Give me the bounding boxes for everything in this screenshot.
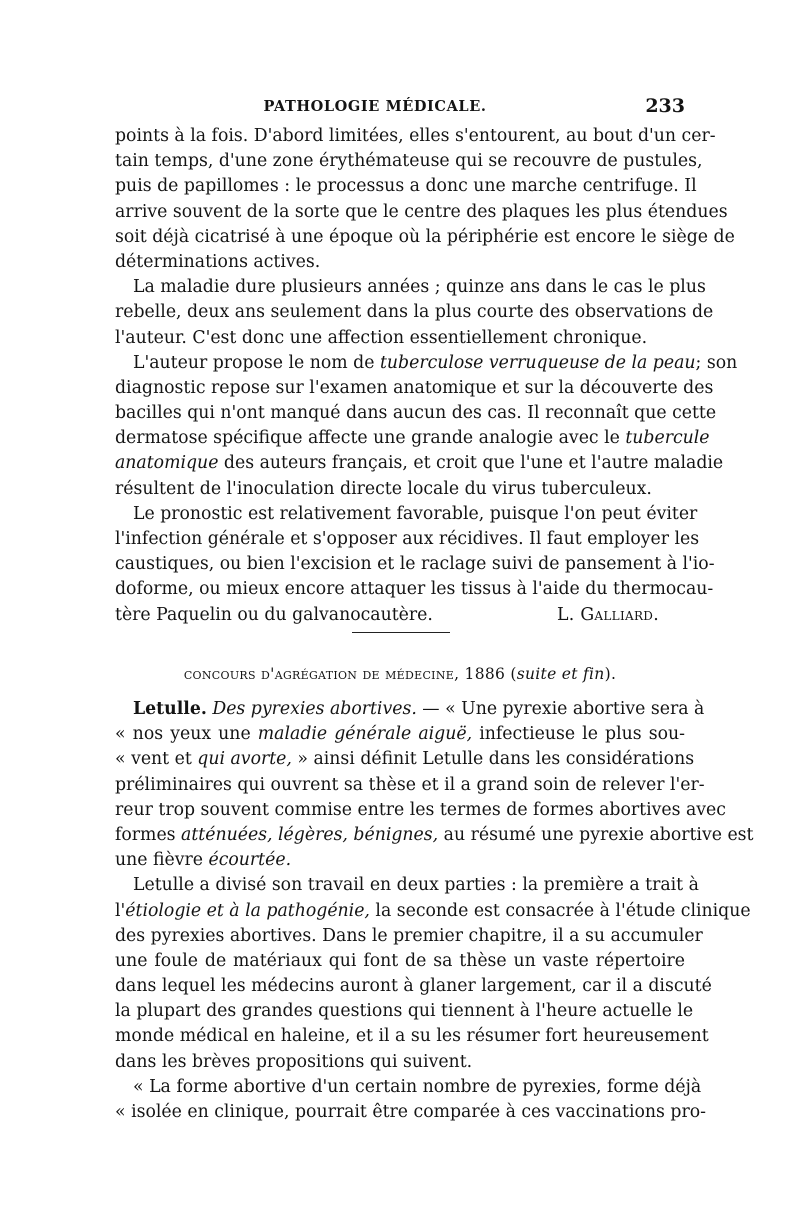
text-line: Le pronostic est relativement favorable, puisque l'on peut éviter — [133, 503, 698, 524]
page-number: 233 — [645, 95, 685, 117]
author-signature: L. Galliard. — [556, 604, 659, 625]
text-line: une foule de matériaux qui font de sa thèse un vaste répertoire — [115, 950, 685, 971]
text-line: bacilles qui n'ont manqué dans aucun des cas. Il reconnaît que cette — [115, 403, 717, 424]
text-span: concours d'agrégation de médecine, 1886 ( — [183, 665, 517, 683]
text-line: des pyrexies abortives. Dans le premier chapitre, il a su accumuler — [115, 925, 703, 946]
text-line — [115, 451, 724, 476]
text-span: infectieuse le plus sou- — [472, 724, 685, 745]
italic-term: anatomique — [115, 453, 219, 474]
italic-term: qui avorte, — [197, 749, 292, 770]
text-line — [115, 899, 751, 924]
italic-term: atténuées, légères, bénignes, — [181, 824, 439, 845]
text-span: des auteurs français, et croit que l'une et l'autre maladie — [218, 453, 724, 474]
text-line: « isolée en clinique, pourrait être comparée à ces vaccinations pro- — [115, 1102, 706, 1122]
text-line: soit déjà cicatrisé à une époque où la périphérie est encore le siège de — [115, 226, 735, 247]
text-span: L'auteur propose le nom de — [133, 352, 380, 373]
text-span: ; son — [695, 352, 738, 373]
section-divider — [352, 632, 450, 633]
text-span: formes — [115, 824, 182, 845]
page-header — [115, 95, 685, 122]
text-line: déterminations actives. — [115, 251, 321, 272]
text-line: dans lequel les médecins auront à glaner largement, car il a discuté — [115, 976, 712, 997]
text-line: rebelle, deux ans seulement dans la plus courte des observations de — [115, 302, 714, 323]
text-span: ). — [604, 665, 617, 683]
text-line: Letulle a divisé son travail en deux parties : la première a trait à — [133, 875, 699, 896]
text-line: l'auteur. C'est donc une affection essentiellement chronique. — [115, 327, 648, 348]
text-line: arrive souvent de la sorte que le centre des plaques les plus étendues — [115, 201, 728, 222]
text-line: la plupart des grandes questions qui tiennent à l'heure actuelle le — [115, 1001, 694, 1022]
text-line: « La forme abortive d'un certain nombre de pyrexies, forme déjà — [133, 1076, 702, 1097]
text-line — [115, 848, 685, 873]
italic-term: suite et fin — [516, 665, 605, 683]
italic-term: tubercule — [625, 428, 710, 449]
text-line: tain temps, d'une zone érythémateuse qui se recouvre de pustules, — [115, 151, 703, 172]
text-line: caustiques, ou bien l'excision et le raclage suivi de pansement à l'io- — [115, 554, 715, 575]
text-line: résultent de l'inoculation directe locale du virus tuberculeux. — [115, 478, 652, 499]
text-line: préliminaires qui ouvrent sa thèse et il a grand soin de relever l'er- — [115, 774, 705, 795]
text-line: doforme, ou mieux encore attaquer les tissus à l'aide du thermocau- — [115, 579, 714, 600]
text-span: » ainsi définit Letulle dans les considérations — [291, 749, 695, 770]
section-heading — [115, 660, 685, 688]
text-line: reur trop souvent commise entre les termes de formes abortives avec — [115, 799, 726, 820]
text-line: monde médical en haleine, et il a su les résumer fort heureusement — [115, 1026, 709, 1047]
running-title: PATHOLOGIE MÉDICALE. — [263, 98, 487, 115]
text-line: dans les brèves propositions qui suivent. — [115, 1051, 473, 1072]
text-line: l'infection générale et s'opposer aux récidives. Il faut employer les — [115, 529, 700, 549]
text-span: tère Paquelin ou du galvanocautère. — [115, 604, 433, 625]
author-name: Letulle. — [133, 699, 207, 719]
text-span: une fièvre — [115, 850, 209, 871]
text-span: la seconde est consacrée à l'étude clinique — [369, 900, 751, 921]
italic-term: étiologie et à la pathogénie, — [125, 900, 370, 921]
body-text-upper — [115, 124, 738, 628]
text-line — [115, 351, 738, 376]
text-span: « vent et — [115, 749, 198, 770]
text-line: La maladie dure plusieurs années ; quinze ans dans le cas le plus — [133, 277, 706, 298]
text-span: au résumé une pyrexie abortive est — [438, 824, 754, 845]
thesis-title: Des pyrexies abortives. — [206, 699, 417, 719]
text-line — [115, 697, 705, 722]
text-line: diagnostic repose sur l'examen anatomique et sur la découverte des — [115, 377, 714, 398]
text-line — [115, 603, 685, 628]
text-line — [115, 747, 695, 772]
text-line — [115, 426, 710, 451]
text-span: dermatose spécifique affecte une grande analogie avec le — [115, 428, 626, 449]
text-line — [115, 823, 754, 848]
text-span: l' — [115, 900, 126, 921]
text-line: points à la fois. D'abord limitées, elles s'entourent, au bout d'un cer- — [115, 126, 716, 146]
body-text-lower — [115, 697, 754, 1125]
text-span: — « Une pyrexie abortive sera à — [416, 699, 705, 719]
italic-term: écourtée. — [208, 850, 292, 871]
text-line — [115, 722, 685, 747]
text-line: puis de papillomes : le processus a donc une marche centrifuge. Il — [115, 176, 697, 197]
italic-term: tuberculose verruqueuse de la peau — [379, 352, 696, 373]
italic-term: maladie générale aiguë, — [257, 724, 473, 745]
text-span: « nos yeux une — [115, 724, 258, 745]
